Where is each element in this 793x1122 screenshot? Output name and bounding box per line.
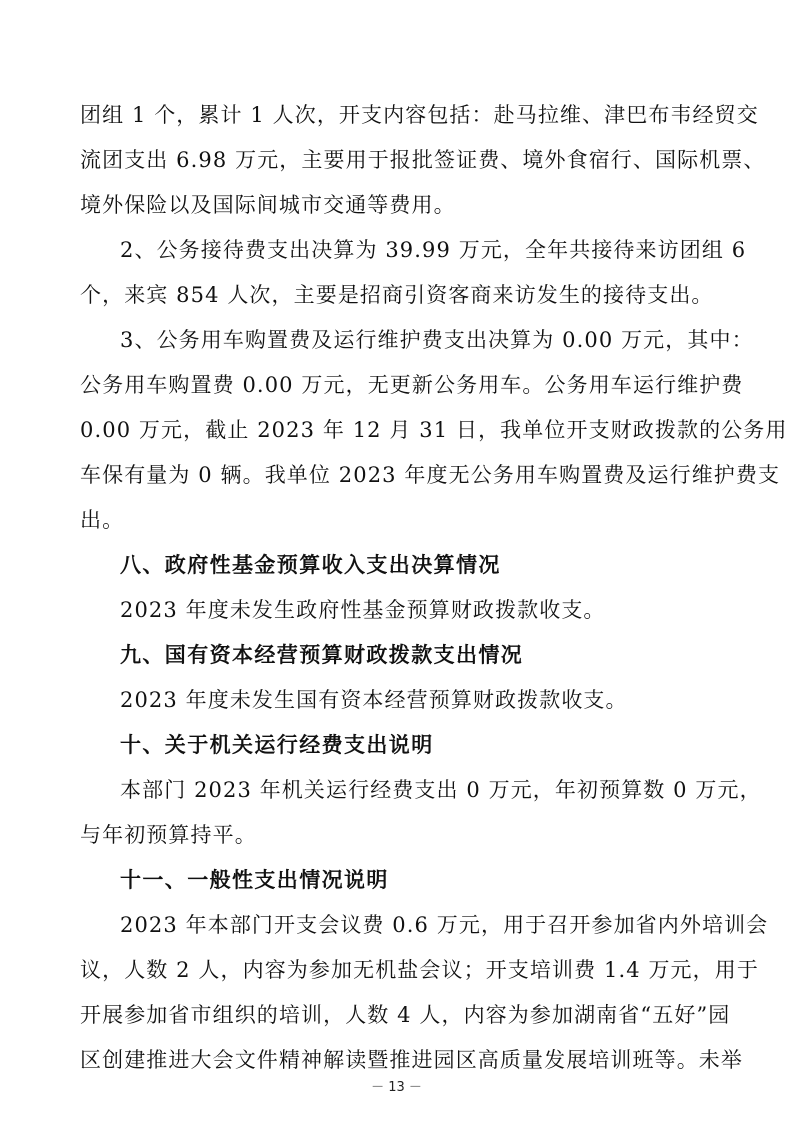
body-text-line: 2、公务接待费支出决算为 39.99 万元，全年共接待来访团组 6 xyxy=(120,238,747,262)
section-heading: 九、国有资本经营预算财政拨款支出情况 xyxy=(120,643,524,667)
body-text-line: 流团支出 6.98 万元，主要用于报批签证费、境外食宿行、国际机票、 xyxy=(80,148,766,172)
page-number: － 13 － xyxy=(371,1080,422,1095)
body-text-line: 2023 年度未发生国有资本经营预算财政拨款收支。 xyxy=(120,688,628,712)
body-text-line: 本部门 2023 年机关运行经费支出 0 万元，年初预算数 0 万元， xyxy=(120,778,762,802)
body-text-line: 议，人数 2 人，内容为参加无机盐会议；开支培训费 1.4 万元，用于 xyxy=(80,958,759,982)
body-text-line: 境外保险以及国际间城市交通等费用。 xyxy=(80,193,456,217)
section-heading: 十、关于机关运行经费支出说明 xyxy=(120,733,434,757)
body-text-line: 个，来宾 854 人次，主要是招商引资客商来访发生的接待支出。 xyxy=(80,283,714,307)
body-text-line: 开展参加省市组织的培训，人数 4 人，内容为参加湖南省“五好”园 xyxy=(80,1003,731,1027)
body-text-line: 0.00 万元，截止 2023 年 12 月 31 日，我单位开支财政拨款的公务用 xyxy=(80,418,788,442)
body-text-line: 2023 年度未发生政府性基金预算财政拨款收支。 xyxy=(120,598,606,622)
body-text-line: 2023 年本部门开支会议费 0.6 万元，用于召开参加省内外培训会 xyxy=(120,913,769,937)
body-text-line: 出。 xyxy=(80,508,125,532)
body-text-line: 公务用车购置费 0.00 万元，无更新公务用车。公务用车运行维护费 xyxy=(80,373,744,397)
section-heading: 十一、一般性支出情况说明 xyxy=(120,868,389,892)
section-heading: 八、政府性基金预算收入支出决算情况 xyxy=(120,553,501,577)
body-text-line: 区创建推进大会文件精神解读暨推进园区高质量发展培训班等。未举 xyxy=(80,1048,743,1072)
body-text-line: 团组 1 个，累计 1 人次，开支内容包括：赴马拉维、津巴布韦经贸交 xyxy=(80,103,759,127)
body-text-line: 与年初预算持平。 xyxy=(80,823,257,847)
body-text-line: 3、公务用车购置费及运行维护费支出决算为 0.00 万元，其中： xyxy=(120,328,754,352)
body-text-line: 车保有量为 0 辆。我单位 2023 年度无公务用车购置费及运行维护费支 xyxy=(80,463,781,487)
